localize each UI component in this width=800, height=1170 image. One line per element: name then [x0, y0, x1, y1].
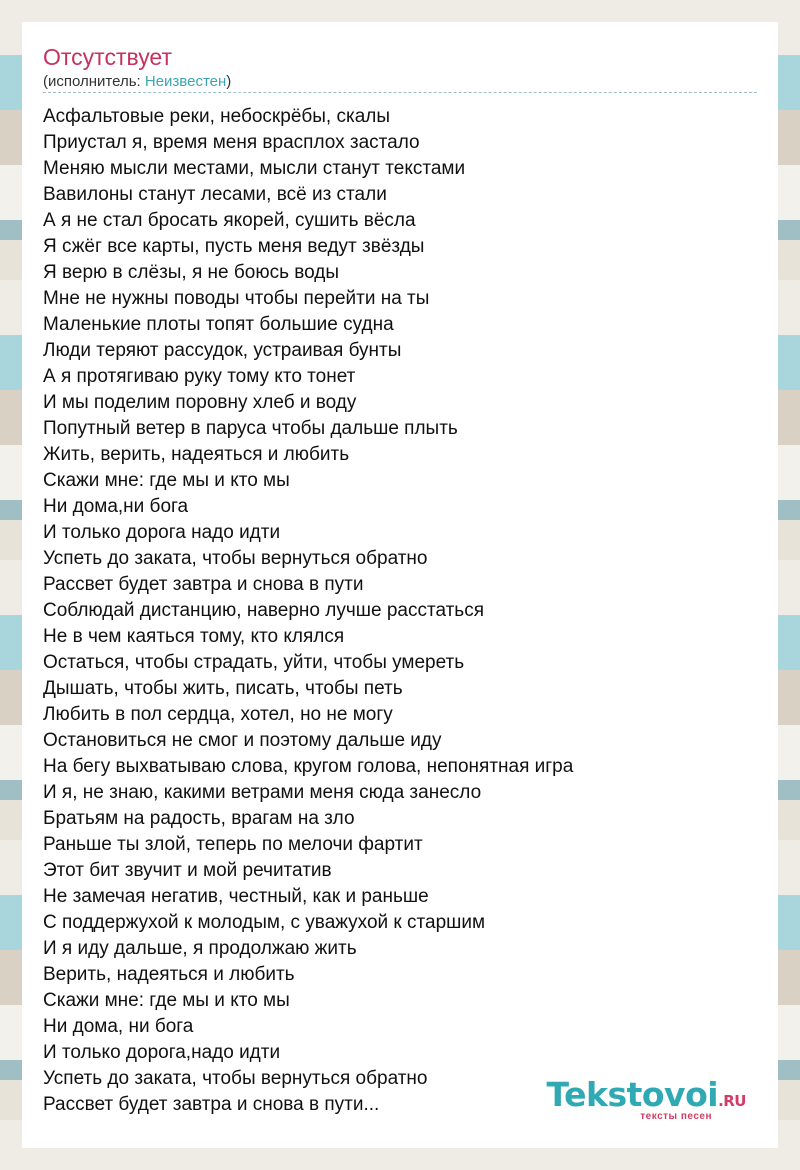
lyric-line: И я иду дальше, я продолжаю жить — [43, 938, 357, 959]
logo-tld: .RU — [718, 1092, 746, 1110]
artist-prefix: (исполнитель: — [43, 73, 145, 90]
lyric-line: Братьям на радость, врагам на зло — [43, 808, 355, 829]
lyric-line: Дышать, чтобы жить, писать, чтобы петь — [43, 678, 403, 699]
song-title: Отсутствует — [43, 44, 172, 70]
artist-line — [43, 72, 231, 92]
lyric-line: На бегу выхватываю слова, кругом голова, непонятная игра — [43, 756, 574, 777]
logo-tagline: тексты песен — [640, 1111, 712, 1122]
lyric-line: Не замечая негатив, честный, как и раньше — [43, 886, 429, 907]
lyric-line: Остановиться не смог и поэтому дальше иду — [43, 730, 442, 751]
lyric-line: А я не стал бросать якорей, сушить вёсла — [43, 210, 416, 231]
lyric-line: Я верю в слёзы, я не боюсь воды — [43, 262, 340, 283]
lyric-line: Верить, надеяться и любить — [43, 964, 295, 985]
lyrics-card — [22, 22, 778, 1148]
lyric-line: Приустал я, время меня врасплох застало — [43, 132, 420, 153]
lyric-line: Успеть до заката, чтобы вернуться обратно — [43, 548, 428, 569]
site-logo[interactable] — [546, 1075, 746, 1122]
lyric-line: Ни дома,ни бога — [43, 496, 189, 517]
lyric-line: С поддержухой к молодым, с уважухой к старшим — [43, 912, 486, 933]
lyric-line: Люди теряют рассудок, устраивая бунты — [43, 340, 402, 361]
lyric-line: Соблюдай дистанцию, наверно лучше расстаться — [43, 600, 484, 621]
lyric-line: Вавилоны станут лесами, всё из стали — [43, 184, 387, 205]
lyric-line: И только дорога,надо идти — [43, 1042, 281, 1063]
lyric-line: Жить, верить, надеяться и любить — [43, 444, 350, 465]
lyric-line: Скажи мне: где мы и кто мы — [43, 470, 290, 491]
lyric-line: Маленькие плоты топят большие судна — [43, 314, 394, 335]
lyric-line: И мы поделим поровну хлеб и воду — [43, 392, 357, 413]
lyric-line: Рассвет будет завтра и снова в пути — [43, 574, 364, 595]
lyric-line: Этот бит звучит и мой речитатив — [43, 860, 332, 881]
lyric-line: Я сжёг все карты, пусть меня ведут звёзды — [43, 236, 425, 257]
logo-main-text: Tekstovoi — [546, 1075, 719, 1114]
artist-link[interactable]: Неизвестен — [144, 73, 227, 90]
lyric-line: Асфальтовые реки, небоскрёбы, скалы — [43, 106, 391, 127]
lyric-line: Остаться, чтобы страдать, уйти, чтобы умереть — [43, 652, 465, 673]
title-divider — [43, 92, 757, 93]
lyric-line: Скажи мне: где мы и кто мы — [43, 990, 290, 1011]
lyric-line: Любить в пол сердца, хотел, но не могу — [43, 704, 393, 725]
logo-wordmark — [546, 1075, 746, 1114]
lyrics-list — [43, 104, 757, 1118]
lyric-line: Раньше ты злой, теперь по мелочи фартит — [43, 834, 423, 855]
lyric-line: Попутный ветер в паруса чтобы дальше плыть — [43, 418, 458, 439]
lyric-line: Ни дома, ни бога — [43, 1016, 194, 1037]
lyric-line: И я, не знаю, какими ветрами меня сюда занесло — [43, 782, 482, 803]
lyric-line: Рассвет будет завтра и снова в пути... — [43, 1094, 380, 1115]
lyric-line: Меняю мысли местами, мысли станут текстами — [43, 158, 466, 179]
lyric-line: Успеть до заката, чтобы вернуться обратно — [43, 1068, 428, 1089]
lyric-line: И только дорога надо идти — [43, 522, 281, 543]
artist-suffix: ) — [226, 73, 232, 90]
lyric-line: А я протягиваю руку тому кто тонет — [43, 366, 356, 387]
lyric-line: Мне не нужны поводы чтобы перейти на ты — [43, 288, 430, 309]
lyric-line: Не в чем каяться тому, кто клялся — [43, 626, 345, 647]
